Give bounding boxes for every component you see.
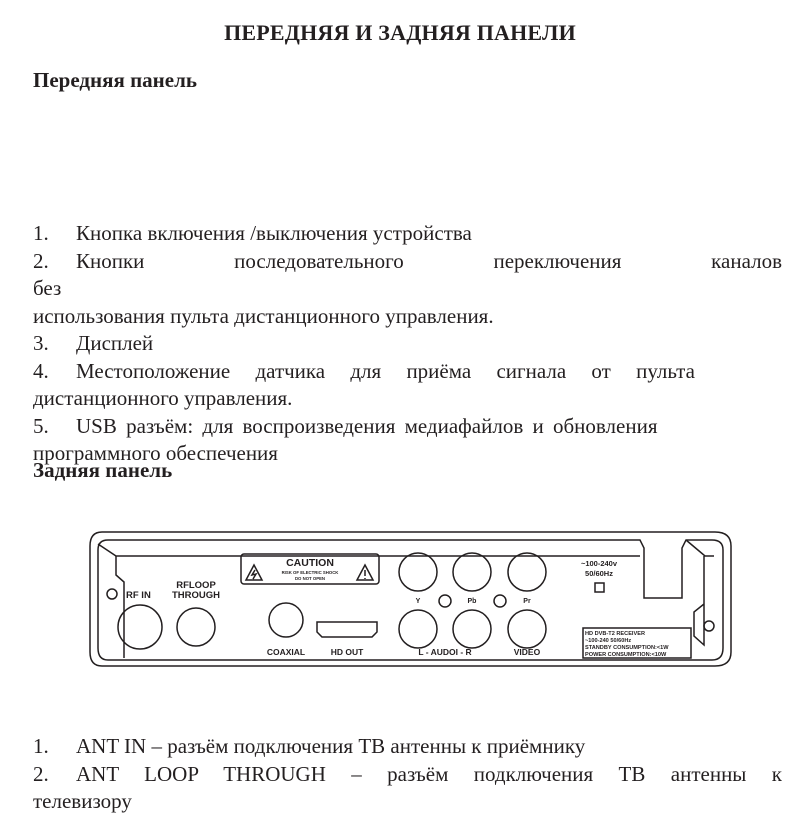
shock-warning-icon	[246, 565, 262, 580]
led-right	[494, 595, 506, 607]
item-number: 4.	[33, 358, 49, 383]
led-left	[439, 595, 451, 607]
video-jack	[508, 610, 546, 648]
caution-sub-2: DO NOT OPEN	[294, 576, 326, 581]
pb-jack	[453, 553, 491, 591]
audio-label: L - AUDOI - R	[418, 647, 472, 657]
item-text: ANT IN – разъём подключения ТВ антенны к приёмнику	[76, 734, 586, 758]
rf-loop-jack	[177, 608, 215, 646]
audio-l-jack	[399, 610, 437, 648]
hd-out-label: HD OUT	[330, 647, 364, 657]
screw-right	[704, 621, 714, 631]
front-panel-heading: Передняя панель	[33, 68, 197, 92]
coaxial-jack	[269, 603, 303, 637]
list-item	[33, 248, 782, 303]
caution-title: CAUTION	[286, 557, 334, 569]
list-item-continuation: использования пульта дистанционного управления.	[33, 303, 494, 328]
audio-r-jack	[453, 610, 491, 648]
list-item-continuation: телевизору	[33, 789, 132, 813]
hdmi-port	[317, 622, 377, 637]
list-item-continuation: программного обеспечения	[33, 441, 278, 465]
power-switch	[595, 583, 604, 592]
rating-line-3: STANDBY CONSUMPTION:<1W	[585, 645, 669, 651]
item-text: Кнопка включения /выключения устройства	[76, 221, 472, 245]
rear-panel-diagram	[88, 530, 733, 670]
pb-label: Pb	[467, 598, 477, 605]
item-text: USB разъём: для воспроизведения медиафайлов и обновления	[76, 413, 658, 438]
rating-line-2: ~100-240 50/60Hz	[585, 638, 632, 644]
y-jack	[399, 553, 437, 591]
list-item	[33, 761, 782, 789]
page-title: ПЕРЕДНЯЯ И ЗАДНЯЯ ПАНЕЛИ	[224, 20, 576, 45]
rear-panel-heading: Задняя панель	[33, 458, 173, 482]
item-text: ANT LOOP THROUGH – разъём подключения ТВ антенны к	[76, 761, 782, 786]
list-item	[33, 413, 782, 441]
power-voltage-label: ~100-240v	[580, 559, 618, 568]
rfloop-label-2: THROUGH	[171, 590, 221, 601]
rating-line-1: HD DVB-T2 RECEIVER	[585, 631, 645, 637]
list-item	[33, 220, 782, 248]
list-item	[33, 733, 782, 761]
rating-line-4: POWER CONSUMPTION:<10W	[585, 652, 667, 658]
item-text: Дисплей	[76, 331, 154, 355]
item-number: 1.	[33, 734, 49, 758]
list-item-continuation: дистанционного управления.	[33, 386, 293, 410]
coaxial-label: COAXIAL	[266, 647, 306, 657]
video-label: VIDEO	[513, 647, 541, 657]
power-freq-label: 50/60Hz	[585, 569, 613, 578]
front-panel-list	[33, 220, 782, 468]
exclamation-warning-icon	[357, 565, 373, 580]
item-number: 5.	[33, 413, 49, 438]
screw-left	[107, 589, 117, 599]
caution-sub-1: RISK OF ELECTRIC SHOCK	[281, 570, 339, 575]
list-item	[33, 358, 782, 386]
rfloop-label-1: RFLOOP	[176, 580, 216, 591]
list-item	[33, 330, 782, 358]
pr-label: Pr	[523, 598, 531, 605]
item-text: Кнопки последовательного переключения каналов без	[33, 248, 782, 300]
item-text: Местоположение датчика для приёма сигнала от пульта	[76, 358, 695, 383]
item-number: 3.	[33, 331, 49, 355]
pr-jack	[508, 553, 546, 591]
rear-panel-list	[33, 733, 782, 816]
item-number: 2.	[33, 248, 49, 273]
rf-in-label: RF IN	[126, 590, 151, 601]
y-label: Y	[415, 598, 421, 605]
item-number: 2.	[33, 761, 49, 786]
item-number: 1.	[33, 221, 49, 245]
